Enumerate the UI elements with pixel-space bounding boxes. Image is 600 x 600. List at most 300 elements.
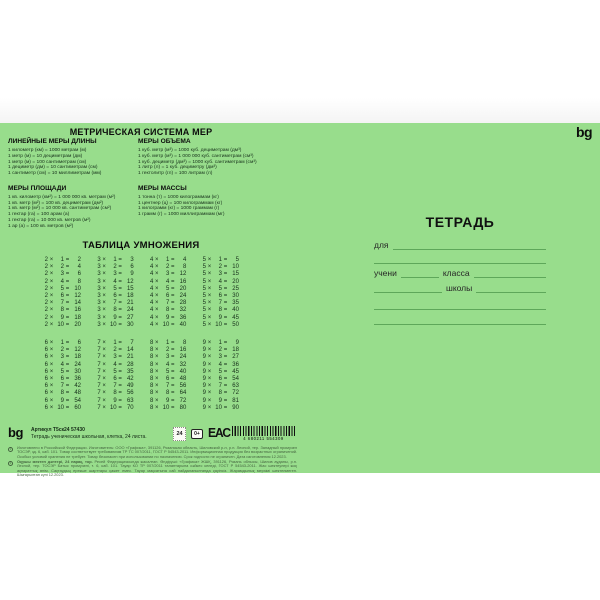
mult-block-1 [43,257,239,329]
times-sign: × [102,285,106,292]
product: 4 [182,257,187,263]
mult-column [96,340,134,412]
factor-right: 4 [60,278,64,285]
times-sign: × [155,271,159,278]
factor-right: 10 [57,321,64,328]
metric-conversion-line: 1 кв. метр (м²) = 100 кв. дециметрам (дм²) [8,200,104,206]
times-sign: × [207,321,212,328]
equals-sign: = [118,300,122,307]
equals-sign: = [118,404,122,411]
times-sign: × [207,314,212,321]
ruling-line [393,241,546,250]
equals-sign: = [223,271,228,278]
metric-section-heading: МЕРЫ ПЛОЩАДИ [8,184,67,192]
factor-right: 3 [218,271,222,278]
equals-sign: = [118,397,122,404]
product: 12 [179,271,187,278]
product: 20 [179,285,187,292]
equals-sign: = [171,383,175,390]
mult-equation [148,347,186,354]
mult-equation [201,322,239,329]
equals-sign: = [65,271,70,278]
product: 16 [74,307,81,314]
factor-left: 9 [202,383,206,390]
product: 12 [126,278,134,285]
product: 50 [232,321,239,328]
product: 18 [74,314,81,321]
mult-equation [201,376,239,383]
factor-left: 9 [202,354,206,361]
factor-right: 4 [218,278,222,285]
metric-conversion-line: 1 кв. километр (км²) = 1 000 000 кв. метрам (м²) [8,194,116,200]
mult-equation [43,322,81,329]
times-sign: × [102,340,106,346]
factor-left: 3 [97,271,101,278]
factor-right: 5 [218,285,222,292]
product: 27 [232,354,239,361]
product: 8 [77,278,81,285]
metric-conversion-line: 1 дециметр (дм) = 10 сантиметрам (см) [8,165,98,171]
mult-equation [201,257,239,264]
product: 54 [232,376,239,383]
times-sign: × [49,271,54,278]
legal-text-kz-body: Ресей Федерациясында жасалған. Өндіруші: «Графика» ЖШҚ, 391126, Рязань облысы, Шилов ауданы, р.п. Лесной, тер. ТОСЭР Батыс промузелі, ғ. 6, каб. 101. Тауар КО ТР 007/2011 талаптарына сәйкес келеді, ГОСТ Р 54543-2011. Жас шектеулері жоқ ақпараттық өнім. Сақтаудың ерекше шарттары қажет емес. Тауар мақсатына сай пайдаланылғанда қауіпсіз. Жарамдылық мерзімі шектелмеген. Шығарылған күні 12.2023. [17,459,297,478]
factor-left: 3 [97,314,101,321]
product: 49 [126,383,134,390]
factor-right: 3 [113,354,117,361]
times-sign: × [207,354,212,361]
equals-sign: = [65,278,70,285]
equals-sign: = [65,340,70,346]
factor-left: 3 [97,307,101,314]
equals-sign: = [118,361,122,368]
metric-conversion-line: 1 тонна (т) = 1000 килограммам (кг) [138,194,219,200]
equals-sign: = [118,285,122,292]
product: 24 [126,307,134,314]
factor-right: 7 [165,300,170,307]
metric-column-1 [8,138,136,229]
factor-right: 8 [165,390,170,397]
mult-equation [96,293,134,300]
equals-sign: = [223,264,228,271]
product: 48 [74,390,81,397]
factor-right: 2 [60,264,64,271]
mult-equation [43,398,81,405]
factor-left: 4 [149,293,154,300]
equals-sign: = [65,397,70,404]
ruling-line [401,269,439,278]
times-sign: × [102,383,106,390]
factor-right: 4 [113,278,117,285]
mult-equation [43,362,81,369]
times-sign: × [102,347,106,354]
product: 81 [232,397,239,404]
mult-equation [43,376,81,383]
mult-equation [201,340,239,347]
mult-column [148,257,186,329]
times-sign: × [207,300,212,307]
times-sign: × [49,404,54,411]
factor-left: 8 [149,368,154,375]
factor-left: 9 [202,368,206,375]
product: 3 [130,257,134,263]
label-grade: класса [442,268,470,278]
factor-right: 3 [113,271,117,278]
mult-equation [148,354,186,361]
mult-equation [96,322,134,329]
factor-left: 6 [44,404,48,411]
metric-conversion-line: 1 килограмм (кг) = 1000 граммам (г) [138,206,220,212]
factor-right: 10 [215,404,222,411]
factor-right: 8 [113,390,117,397]
factor-left: 9 [202,397,206,404]
equals-sign: = [171,314,175,321]
equals-sign: = [118,321,122,328]
product: 14 [74,300,81,307]
equals-sign: = [171,390,175,397]
product: 36 [232,361,239,368]
mult-equation [96,347,134,354]
factor-left: 8 [149,390,154,397]
factor-left: 6 [44,383,48,390]
factor-left: 2 [44,257,48,263]
mult-equation [201,315,239,322]
factor-right: 6 [60,376,64,383]
times-sign: × [207,285,212,292]
product: 2 [77,257,81,263]
times-sign: × [155,347,159,354]
equals-sign: = [65,314,70,321]
page-top-margin [0,98,600,123]
factor-left: 7 [97,340,101,346]
factor-right: 7 [60,383,64,390]
product: 40 [179,368,187,375]
factor-left: 2 [44,271,48,278]
equals-sign: = [118,347,122,354]
factor-right: 7 [113,300,117,307]
equals-sign: = [171,397,175,404]
equals-sign: = [118,390,122,397]
mult-block-2 [43,340,239,412]
factor-right: 9 [60,397,64,404]
times-sign: × [155,368,159,375]
times-sign: × [155,264,159,271]
product: 36 [179,314,187,321]
product: 5 [235,257,239,263]
times-sign: × [155,340,159,346]
mult-equation [201,405,239,412]
mult-equation [201,383,239,390]
ruling-line [474,269,546,278]
mult-equation [43,383,81,390]
mult-equation [96,369,134,376]
factor-right: 2 [218,264,222,271]
times-sign: × [102,404,106,411]
product: 21 [126,300,134,307]
product: 9 [235,340,239,346]
factor-left: 6 [44,376,48,383]
metric-conversion-line: 1 ар (а) = 100 кв. метров (м²) [8,223,74,229]
mult-equation [96,257,134,264]
factor-right: 6 [218,376,222,383]
mult-equation [148,257,186,264]
factor-left: 5 [202,285,206,292]
product: 90 [232,404,239,411]
times-sign: × [102,314,106,321]
mult-equation [148,271,186,278]
mult-column [43,340,81,412]
times-sign: × [102,321,106,328]
factor-right: 6 [113,293,117,300]
times-sign: × [155,376,159,383]
factor-right: 10 [109,404,117,411]
factor-left: 7 [97,376,101,383]
ruling-line [374,301,546,310]
factor-left: 9 [202,404,206,411]
mult-equation [96,390,134,397]
metric-conversion-line: 1 метр (м) = 10 дециметрам (дм) [8,153,83,159]
metric-conversion-line: 1 куб. дециметр (дм³) = 1000 куб. сантиметрам (см³) [138,159,257,165]
product: 6 [77,271,81,278]
factor-left: 4 [149,264,154,271]
mult-equation [148,390,186,397]
mult-equation [201,264,239,271]
metric-section-heading: МЕРЫ ОБЪЕМА [138,138,191,145]
mult-equation [148,279,186,286]
equals-sign: = [223,257,228,263]
factor-left: 4 [149,271,154,278]
factor-right: 7 [218,300,222,307]
product: 10 [232,264,239,271]
mult-equation [96,376,134,383]
equals-sign: = [223,278,228,285]
metric-section [138,185,300,218]
brand-logo: bg [8,425,23,440]
product: 30 [232,293,239,300]
equals-sign: = [65,354,70,361]
equals-sign: = [223,347,228,354]
factor-left: 7 [97,383,101,390]
factor-left: 2 [44,285,48,292]
factor-right: 1 [165,340,170,346]
product: 25 [232,285,239,292]
factor-left: 4 [149,285,154,292]
factor-left: 7 [97,397,101,404]
product: 24 [179,354,187,361]
times-sign: × [155,257,159,263]
mult-equation [96,340,134,347]
mult-equation [148,293,186,300]
factor-left: 5 [202,293,206,300]
factor-right: 9 [113,397,117,404]
equals-sign: = [118,340,122,346]
legal-text-kz-lead: Оқушы мектеп дәптері, 24 парақ, тор. [17,459,93,464]
product: 28 [179,300,187,307]
factor-right: 2 [165,264,170,271]
factor-right: 2 [218,347,222,354]
product: 56 [179,383,187,390]
equals-sign: = [171,307,175,314]
equals-sign: = [118,307,122,314]
product: 6 [130,264,134,271]
times-sign: × [49,307,54,314]
times-sign: × [155,285,159,292]
factor-right: 1 [60,257,64,263]
times-sign: × [102,376,106,383]
equals-sign: = [171,321,175,328]
factor-left: 8 [149,340,154,346]
factor-left: 3 [97,293,101,300]
times-sign: × [102,361,106,368]
factor-left: 8 [149,397,154,404]
factor-right: 2 [113,264,117,271]
mult-equation [43,340,81,347]
product: 48 [179,376,187,383]
mult-equation [148,405,186,412]
metric-conversion-line: 1 гектолитр (гл) = 100 литрам (л) [138,171,213,176]
factor-right: 10 [215,321,222,328]
mult-equation [43,405,81,412]
equals-sign: = [118,354,122,361]
equals-sign: = [223,361,228,368]
product: 28 [126,361,134,368]
factor-left: 8 [149,383,154,390]
times-sign: × [207,271,212,278]
factor-right: 1 [218,340,222,346]
factor-right: 2 [165,347,170,354]
mult-equation [43,369,81,376]
times-sign: × [155,390,159,397]
product: 45 [232,314,239,321]
equals-sign: = [223,321,228,328]
product: 42 [126,376,134,383]
times-sign: × [155,354,159,361]
metric-section-heading: ЛИНЕЙНЫЕ МЕРЫ ДЛИНЫ [8,138,97,145]
metric-conversion-line: 1 центнер (ц) = 100 килограммам (кг) [138,200,223,206]
equals-sign: = [65,376,70,383]
times-sign: × [207,340,212,346]
mult-equation [96,354,134,361]
ruling-row [374,255,546,264]
product: 32 [179,307,187,314]
ruling-line [476,284,546,293]
factor-left: 7 [97,361,101,368]
factor-right: 8 [218,390,222,397]
factor-left: 2 [44,314,48,321]
times-sign: × [207,390,212,397]
times-sign: × [155,300,159,307]
factor-right: 1 [113,340,117,346]
equals-sign: = [118,264,122,271]
equals-sign: = [171,285,175,292]
metric-section [138,138,300,177]
factor-left: 2 [44,321,48,328]
legal-text-ru [8,446,297,459]
times-sign: × [155,278,159,285]
factor-left: 2 [44,300,48,307]
factor-left: 9 [202,390,206,397]
equals-sign: = [171,340,175,346]
barcode [232,426,295,441]
metric-conversion-line: 1 литр (л) = 1 куб. дециметру (дм³) [138,165,217,171]
times-sign: × [102,264,106,271]
eac-mark-icon: ЕАС [208,425,231,441]
mult-equation [201,307,239,314]
metric-conversion-line: 1 кв. метр (м²) = 10 000 кв. сантиметрам (см²) [8,206,112,212]
times-sign: × [155,404,159,411]
factor-left: 2 [44,264,48,271]
factor-right: 2 [60,347,64,354]
mult-equation [96,362,134,369]
mult-equation [43,354,81,361]
factor-left: 5 [202,264,206,271]
product: 30 [126,321,134,328]
times-sign: × [49,264,54,271]
times-sign: × [155,397,159,404]
product: 16 [179,278,187,285]
barcode-bars-icon [232,426,295,436]
times-sign: × [49,361,54,368]
product: 8 [182,264,187,271]
product: 56 [126,390,134,397]
product: 6 [77,340,81,346]
mult-equation [43,293,81,300]
equals-sign: = [223,307,228,314]
sku-text: Артикул Т5ск24 57430 [31,427,85,433]
factor-left: 4 [149,257,154,263]
factor-left: 6 [44,354,48,361]
equals-sign: = [65,264,70,271]
mult-equation [43,286,81,293]
mult-equation [96,271,134,278]
product: 4 [77,264,81,271]
mult-column [96,257,134,329]
factor-left: 3 [97,285,101,292]
times-sign: × [102,293,106,300]
factor-left: 6 [44,390,48,397]
equals-sign: = [118,278,122,285]
metric-conversion-line: 1 гектар (га) = 100 арам (а) [8,212,70,217]
equals-sign: = [118,368,122,375]
factor-right: 5 [113,285,117,292]
equals-sign: = [118,257,122,263]
factor-left: 6 [44,368,48,375]
product: 24 [74,361,81,368]
ruling-row-for [374,241,546,250]
factor-left: 7 [97,404,101,411]
brand-logo: bg [576,124,593,140]
times-sign: × [207,347,212,354]
product: 24 [179,293,187,300]
product: 20 [74,321,81,328]
factor-right: 5 [218,368,222,375]
times-sign: × [49,340,54,346]
metric-section [8,185,136,230]
mult-equation [96,307,134,314]
equals-sign: = [118,376,122,383]
factor-left: 5 [202,321,206,328]
product-description: Тетрадь ученическая школьная, клетка, 24 листа. [31,434,147,440]
product: 10 [74,285,81,292]
equals-sign: = [223,340,228,346]
mult-equation [148,340,186,347]
factor-left: 7 [97,354,101,361]
factor-right: 5 [60,285,64,292]
times-sign: × [207,397,212,404]
product: 60 [74,404,81,411]
factor-left: 3 [97,321,101,328]
factor-right: 6 [165,376,170,383]
